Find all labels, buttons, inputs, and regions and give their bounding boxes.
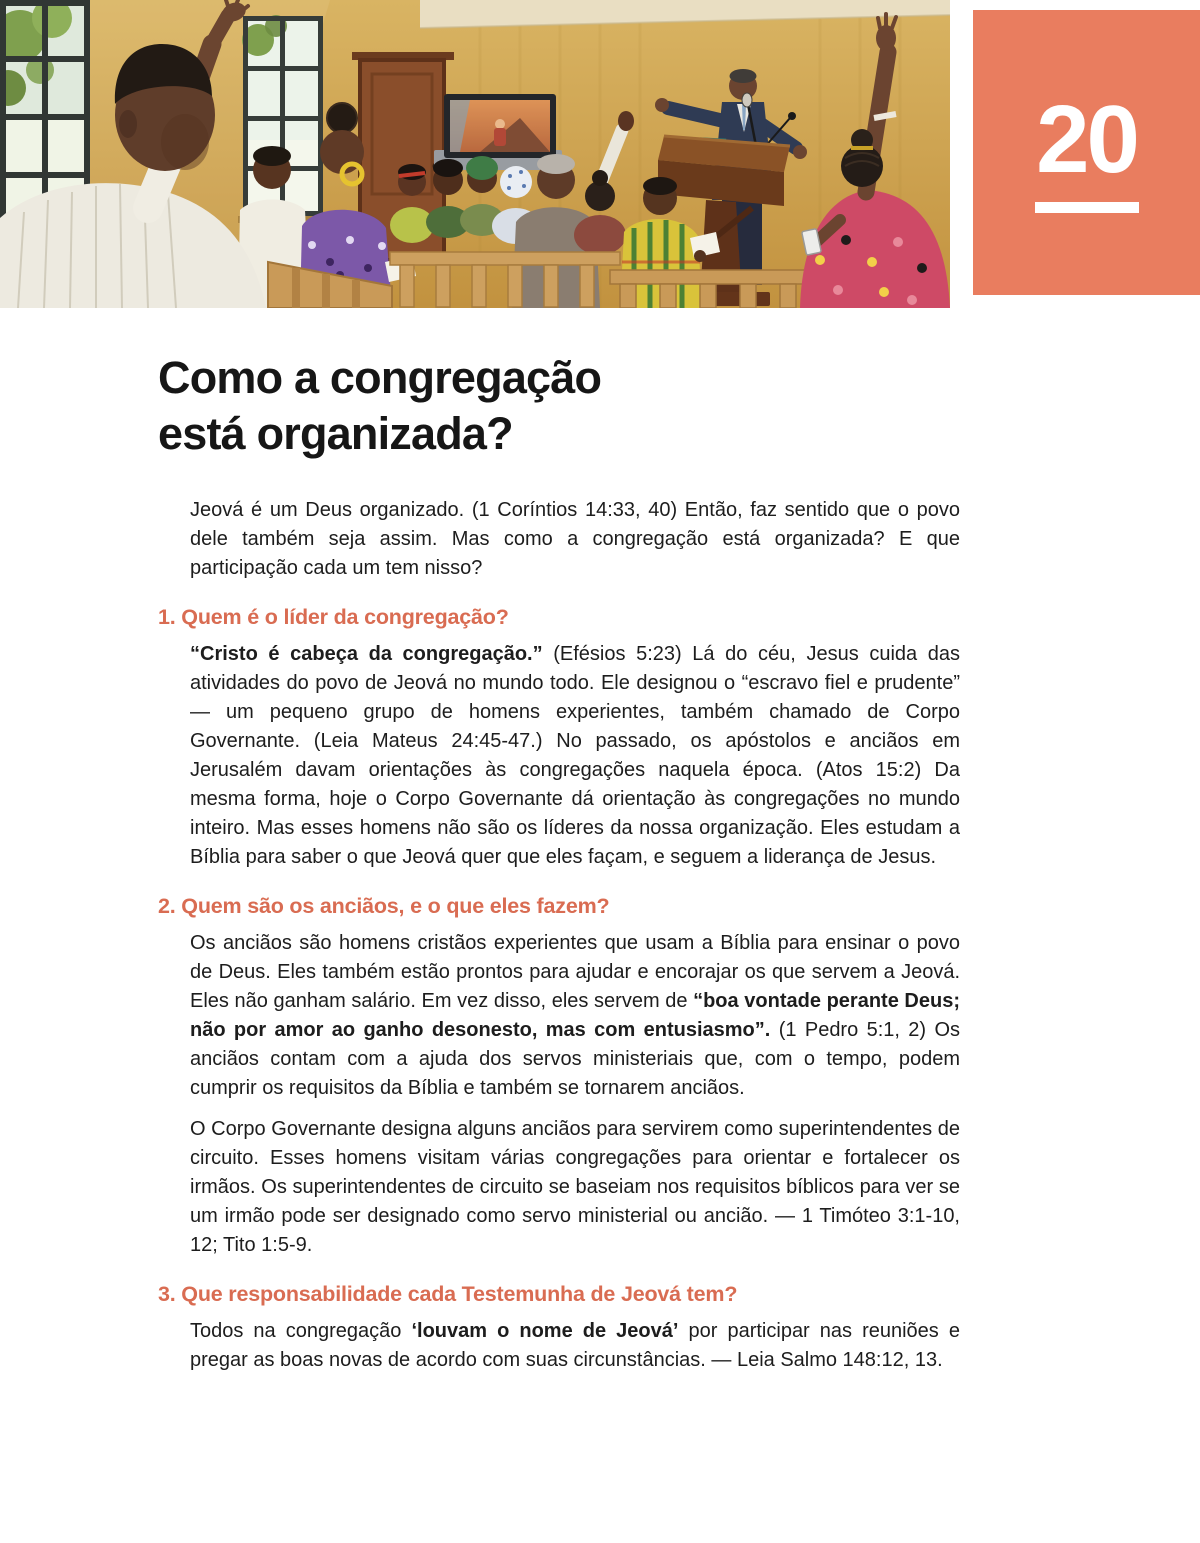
page-title-line-1: Como a congregação (158, 352, 602, 403)
section-3-paragraph-1: Todos na congregação ‘louvam o nome de Jeová’ por participar nas reuniões e pregar as boas novas de acordo com suas circunstâncias. — Leia Salmo 148:12, 13. (190, 1319, 960, 1371)
section-1-paragraph-1: “Cristo é cabeça da congregação.” (Efésios 5:23) Lá do céu, Jesus cuida das atividades do povo de Jeová no mundo todo. Ele designou o “escravo fiel e prudente” — um pequeno grupo de homens experientes, também chamado de Corpo Governante. (Leia Mateus 24:45-47.) No passado, os apóstolos e anciãos em Jerusalém davam orientações às congregações naquela época. (Atos 15:2) Da mesma forma, hoje o Corpo Governante dá orientação às congregações no mundo inteiro. Mas esses homens não são os líderes da nossa organização. Eles estudam a Bíblia para saber o que Jeová quer que eles façam, e seguem a liderança de Jesus. (190, 642, 961, 868)
page-title-line-2: está organizada? (158, 407, 513, 459)
congregation-photo (0, 0, 950, 308)
page-title (158, 350, 960, 462)
section-2-paragraph-2: O Corpo Governante designa alguns anciãos para servirem como superintendentes de circuito. Esses homens visitam várias congregações para orientar e fortalecer os irmãos. Os superintendentes de circuito se baseiam nos requisitos bíblicos para ver se um irmão pode ser designado como servo ministerial ou ancião. — 1 Timóteo 3:1-10, 12; Tito 1:5-9. (190, 1117, 960, 1256)
photo-window-center (238, 15, 328, 223)
lesson-content (158, 350, 960, 1387)
section-2-paragraph-1: Os anciãos são homens cristãos experientes que usam a Bíblia para ensinar o povo de Deus. Eles também estão prontos para ajudar e encorajar os que servem a Jeová. Eles não ganham salário. Em vez disso, eles servem de “boa vontade perante Deus; não por amor ao ganho desonesto, mas com entusiasmo”. (1 Pedro 5:1, 2) Os anciãos contam com a ajuda dos servos ministeriais que, com o tempo, podem cumprir os requisitos da Bíblia e também se tornarem anciãos. (190, 931, 961, 1099)
hero-photo (0, 0, 950, 308)
intro-paragraph: Jeová é um Deus organizado. (1 Coríntios 14:33, 40) Então, faz sentido que o povo dele também seja assim. Mas como a congregação está organizada? E que participação cada um tem nisso? (190, 498, 960, 579)
lesson-number-underline (1035, 202, 1139, 213)
section-1-heading: 1. Quem é o líder da congregação? (158, 604, 509, 629)
lesson-number: 20 (1036, 86, 1137, 193)
section-3-heading: 3. Que responsabilidade cada Testemunha de Jeová tem? (158, 1281, 738, 1306)
lesson-number-badge (973, 10, 1200, 295)
section-2-heading: 2. Quem são os anciãos, e o que eles fazem? (158, 893, 610, 918)
